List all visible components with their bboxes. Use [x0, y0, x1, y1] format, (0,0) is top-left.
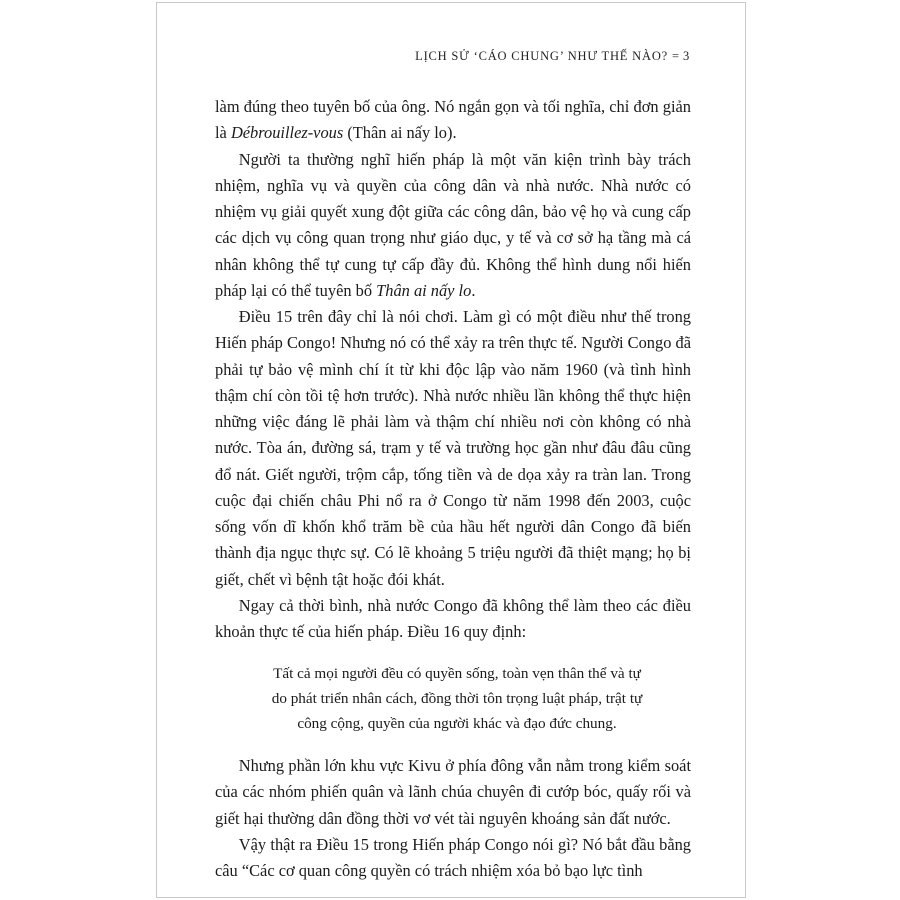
paragraph-1: làm đúng theo tuyên bố của ông. Nó ngắn gọn và tối nghĩa, chỉ đơn giản là Débrouillez-vous (Thân ai nấy lo). — [215, 97, 691, 143]
running-head-title: LỊCH SỬ ‘CÁO CHUNG’ NHƯ THẾ NÀO? — [415, 49, 668, 63]
paragraph-5: Nhưng phần lớn khu vực Kivu ở phía đông vẫn nằm trong kiểm soát của các nhóm phiến quân và lãnh chúa chuyên đi cướp bóc, quấy rối và giết hại thường dân đồng thời vơ vét tài nguyên khoáng sản đất nước. — [215, 756, 691, 828]
paragraph-6: Vậy thật ra Điều 15 trong Hiến pháp Congo nói gì? Nó bắt đầu bằng câu “Các cơ quan công quyền có trách nhiệm xóa bỏ bạo lực tình — [215, 834, 691, 881]
running-head-separator: = — [671, 49, 679, 63]
page-number: 3 — [682, 49, 690, 63]
quote-line-2: do phát triển nhân cách, đồng thời tôn trọng luật pháp, trật tự — [271, 689, 643, 707]
quote-line-1: Tất cả mọi người đều có quyền sống, toàn vẹn thân thể và tự — [273, 665, 641, 683]
body-text-block — [215, 94, 691, 884]
running-head — [215, 49, 691, 64]
page-content — [215, 49, 691, 884]
book-page — [156, 2, 746, 898]
block-quote — [215, 662, 691, 736]
paragraph-4: Ngay cả thời bình, nhà nước Congo đã không thể làm theo các điều khoản thực tế của hiến pháp. Điều 16 quy định: — [215, 595, 691, 641]
quote-line-3: công cộng, quyền của người khác và đạo đức chung. — [297, 714, 617, 732]
paragraph-3: Điều 15 trên đây chỉ là nói chơi. Làm gì có một điều như thế trong Hiến pháp Congo! Nhưng nó có thể xảy ra trên thực tế. Người Congo đã phải tự bảo vệ mình chí ít từ khi độc lập vào năm 1960 (và tình hình thậm chí còn tồi tệ hơn trước). Nhà nước nhiều lần không thể thực hiện những việc đáng lẽ phải làm và thậm chí nhiều nơi còn không có nhà nước. Tòa án, đường sá, trạm y tế và trường học gần như đâu đâu cũng đổ nát. Giết người, trộm cắp, tống tiền và de dọa xảy ra tràn lan. Trong cuộc đại chiến châu Phi nổ ra ở Congo từ năm 1998 đến 2003, cuộc sống vốn dĩ khốn khổ trăm bề của hầu hết người dân Congo đã biến thành địa ngục thực sự. Có lẽ khoảng 5 triệu người đã thiệt mạng; họ bị giết, chết vì bệnh tật hoặc đói khát. — [215, 307, 691, 589]
paragraph-2: Người ta thường nghĩ hiến pháp là một văn kiện trình bày trách nhiệm, nghĩa vụ và quyền của công dân và nhà nước. Nhà nước có nhiệm vụ giải quyết xung đột giữa các công dân, bảo vệ họ và cung cấp các dịch vụ công quan trọng như giáo dục, y tế và cơ sở hạ tầng mà cá nhân không thể tự cung tự cấp đầy đủ. Không thể hình dung nổi hiến pháp lại có thể tuyên bố Thân ai nấy lo. — [215, 149, 691, 300]
